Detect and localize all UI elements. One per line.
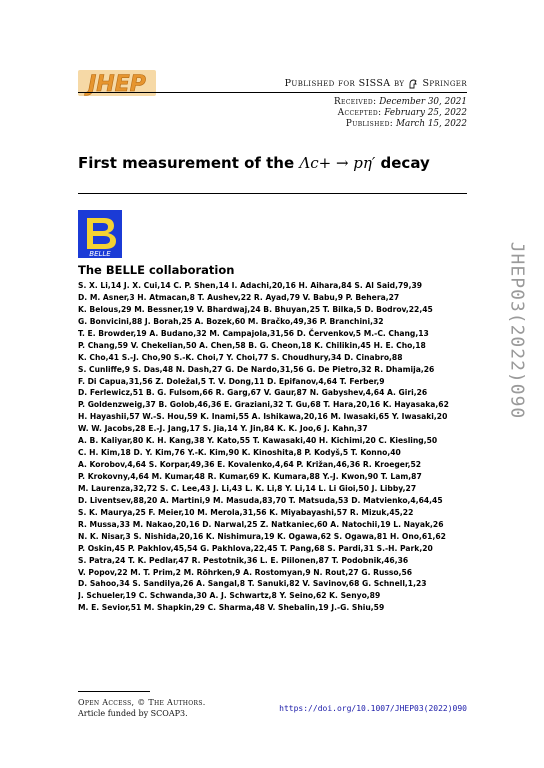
author-line: A. B. Kaliyar,80 K. H. Kang,38 Y. Kato,55 T. Kawasaki,40 H. Kichimi,20 C. Kiesling,50: [78, 436, 438, 446]
author-line: M. Laurenza,32,72 S. C. Lee,43 J. Li,43 L. K. Li,8 Y. Li,14 L. Li Gioi,50 J. Libby,27: [78, 483, 417, 493]
springer-text: Springer: [422, 78, 467, 89]
author-line: M. E. Sevior,51 M. Shapkin,29 C. Sharma,48 V. Shebalin,19 J.-G. Shiu,59: [78, 603, 385, 613]
author-line: S. X. Li,14 J. X. Cui,14 C. P. Shen,14 I. Adachi,20,16 H. Aihara,84 S. Al Said,79,39: [78, 281, 423, 290]
title-decay: Λc+ → pη′: [299, 154, 376, 172]
author-line: P. Chang,59 V. Chekelian,50 A. Chen,58 B. G. Cheon,18 K. Chilikin,45 H. E. Cho,18: [78, 340, 426, 350]
date-accepted: Accepted: February 25, 2022: [337, 108, 467, 118]
author-line: K. Cho,41 S.-J. Cho,90 S.-K. Choi,7 Y. Choi,77 S. Choudhury,34 D. Cinabro,88: [78, 352, 403, 362]
belle-logo-text: BELLE: [89, 250, 111, 258]
author-line: D. M. Asner,3 H. Atmacan,8 T. Aushev,22 R. Ayad,79 V. Babu,9 P. Behera,27: [78, 292, 400, 302]
author-line: K. Belous,29 M. Bessner,19 V. Bhardwaj,24 B. Bhuyan,25 T. Bilka,5 D. Bodrov,22,45: [78, 304, 433, 314]
published-for-text: Published for SISSA by: [284, 78, 405, 89]
date-published: Published: March 15, 2022: [345, 119, 467, 129]
author-line: D. Ferlewicz,51 B. G. Fulsom,66 R. Garg,67 V. Gaur,87 N. Gabyshev,4,64 A. Giri,26: [78, 388, 428, 398]
author-line: W. W. Jacobs,28 E.-J. Jang,17 S. Jia,14 Y. Jin,84 K. K. Joo,6 J. Kahn,37: [78, 424, 368, 434]
date-received: Received: December 30, 2021: [334, 97, 467, 107]
author-line: T. E. Browder,19 A. Budano,32 M. Campajola,31,56 D. Červenkov,5 M.-C. Chang,13: [78, 328, 429, 338]
author-line: H. Hayashii,57 W.-S. Hou,59 K. Inami,55 A. Ishikawa,20,16 M. Iwasaki,65 Y. Iwasaki,20: [78, 412, 448, 422]
author-list: [78, 280, 468, 614]
jhep-logo: [78, 68, 158, 98]
author-line: G. Bonvicini,88 J. Borah,25 A. Bozek,60 M. Bračko,49,36 P. Branchini,32: [78, 316, 384, 326]
belle-logo: [78, 210, 122, 258]
footer-rule: [78, 691, 150, 692]
title-rule: [78, 193, 467, 194]
author-line: S. Patra,24 T. K. Pedlar,47 R. Pestotnik,36 L. E. Piilonen,87 T. Podobnik,46,36: [78, 555, 409, 565]
doi-link[interactable]: https://doi.org/10.1007/JHEP03(2022)090: [279, 704, 467, 713]
funding-text: Article funded by SCOAP3.: [78, 709, 188, 718]
author-line: A. Korobov,4,64 S. Korpar,49,36 E. Kovalenko,4,64 P. Križan,46,36 R. Kroeger,52: [78, 460, 422, 470]
author-line: P. Krokovny,4,64 M. Kumar,48 R. Kumar,69 K. Kumara,88 Y.-J. Kwon,90 T. Lam,87: [78, 472, 422, 481]
jhep-logo-text: JHEP: [88, 72, 146, 97]
author-line: J. Schueler,19 C. Schwanda,30 A. J. Schwartz,8 Y. Seino,62 K. Senyo,89: [78, 591, 381, 601]
author-line: N. K. Nisar,3 S. Nishida,20,16 K. Nishimura,19 K. Ogawa,62 S. Ogawa,81 H. Ono,61,62: [78, 531, 446, 541]
paper-title: First measurement of the Λc+ → pη′ decay: [78, 154, 430, 172]
author-line: V. Popov,22 M. T. Prim,2 M. Röhrken,9 A. Rostomyan,9 N. Rout,27 G. Russo,56: [78, 567, 413, 577]
author-line: S. Cunliffe,9 S. Das,48 N. Dash,27 G. De Nardo,31,56 G. De Pietro,32 R. Dhamija,26: [78, 364, 435, 374]
jhep-logo-graphic: [78, 68, 158, 98]
author-line: F. Di Capua,31,56 Z. Doležal,5 T. V. Dong,11 D. Epifanov,4,64 T. Ferber,9: [78, 376, 385, 386]
author-line: P. Oskin,45 P. Pakhlov,45,54 G. Pakhlova,22,45 T. Pang,68 S. Pardi,31 S.-H. Park,20: [78, 543, 433, 553]
header-rule: [78, 92, 467, 93]
footer-notice: [78, 697, 206, 719]
author-line: D. Sahoo,34 S. Sandilya,26 A. Sangal,8 T. Sanuki,82 V. Savinov,68 G. Schnell,1,23: [78, 579, 427, 589]
dates-block: [334, 97, 467, 130]
author-line: S. K. Maurya,25 F. Meier,10 M. Merola,31,56 K. Miyabayashi,57 R. Mizuk,45,22: [78, 507, 414, 517]
publisher-line: [285, 78, 467, 89]
author-line: D. Liventsev,88,20 A. Martini,9 M. Masuda,83,70 T. Matsuda,53 D. Matvienko,4,64,45: [78, 495, 443, 505]
side-identifier-text: JHEP03(2022)090: [506, 241, 528, 419]
author-line: R. Mussa,33 M. Nakao,20,16 D. Narwal,25 Z. Natkaniec,60 A. Natochii,19 L. Nayak,26: [78, 519, 444, 529]
open-access-text: Open Access, © The Authors.: [78, 698, 206, 707]
author-line: C. H. Kim,18 D. Y. Kim,76 Y.-K. Kim,90 K. Kinoshita,8 P. Kodyš,5 T. Konno,40: [78, 448, 401, 458]
collaboration-heading: The BELLE collaboration: [78, 263, 235, 277]
springer-horse-icon: [408, 79, 418, 89]
author-line: P. Goldenzweig,37 B. Golob,46,36 E. Graziani,32 T. Gu,68 T. Hara,20,16 K. Hayasaka,62: [78, 400, 449, 410]
arxiv-side-identifier: [502, 200, 532, 460]
